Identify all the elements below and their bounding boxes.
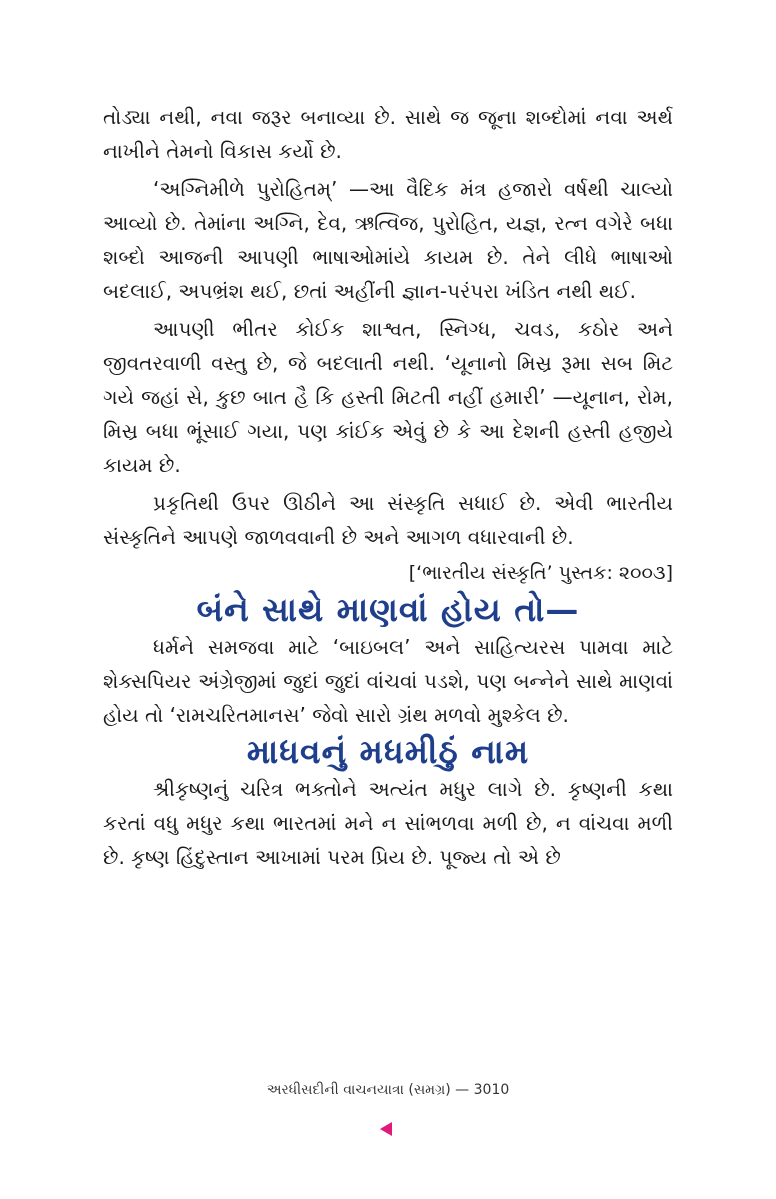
- paragraph-4: પ્રકૃતિથી ઉપર ઊઠીને આ સંસ્કૃતિ સધાઈ છે. એવી ભારતીય સંસ્કૃતિને આપણે જાળવવાની છે અને આગળ વધારવાની છે.: [103, 491, 673, 549]
- section-heading-2: માધવનું મધમીઠું નામ: [246, 732, 530, 771]
- page-footer: અરધીસદીની વાચનયાત્રા (સમગ્ર) — 3010: [266, 1082, 510, 1098]
- source-citation: [‘ભારતીય સંસ્કૃતિ’ પુસ્તક: ૨૦૦૩]: [408, 562, 673, 584]
- paragraph-1: તોડ્યા નથી, નવા જરૂર બનાવ્યા છે. સાથે જ જૂના શબ્દોમાં નવા અર્થ નાખીને તેમનો વિકાસ કર્યો છે.: [103, 105, 673, 163]
- page-content: [103, 100, 673, 874]
- section-1-body: ધર્મને સમજવા માટે ‘બાઇબલ’ અને સાહિત્યરસ પામવા માટે શેક્સપિયર અંગ્રેજીમાં જુદાં જુદાં વાંચવાં પડશે, પણ બન્નેને સાથે માણવાં હોય તો ‘રામચરિતમાનસ’ જેવો સારો ગ્રંથ મળવો મુશ્કેલ છે.: [103, 635, 673, 727]
- section-heading-1: બંને સાથે માણવાં હોય તો—: [196, 590, 580, 629]
- section-2-body: શ્રીકૃષ્ણનું ચરિત્ર ભક્તોને અત્યંત મધુર લાગે છે. કૃષ્ણની કથા કરતાં વધુ મધુર કથા ભારતમાં મને ન સાંભળવા મળી છે, ન વાંચવા મળી છે. કૃષ્ણ હિંદુસ્તાન આખામાં પરમ પ્રિય છે. પૂજ્ય તો એ છે: [103, 777, 673, 869]
- paragraph-3: આપણી ભીતર કોઈક શાશ્વત, સ્નિગ્ધ, ચવડ, કઠોર અને જીવતરવાળી વસ્તુ છે, જે બદલાતી નથી. ‘યૂનાનો મિસ્ર રૂમા સબ મિટ ગયે જહાં સે, કુછ બાત હૈ કિ હસ્તી મિટતી નહીં હમારી’ —યૂનાન, રોમ, મિસ્ર બધા ભૂંસાઈ ગયા, પણ કાંઈક એવું છે કે આ દેશની હસ્તી હજીયે કાયમ છે.: [103, 317, 673, 477]
- paragraph-2: ‘અગ્નિમીળે પુરોહિતમ્’ —આ વૈદિક મંત્ર હજારો વર્ષથી ચાલ્યો આવ્યો છે. તેમાંના અગ્નિ, દેવ, ઋત્વિજ, પુરોહિત, યજ્ઞ, રત્ન વગેરે બધા શબ્દો આજની આપણી ભાષાઓમાંયે કાયમ છે. તેને લીધે ભાષાઓ બદલાઈ, અપભ્રંશ થઈ, છતાં અહીંની જ્ઞાન-પરંપરા ખંડિત નથી થઈ.: [103, 177, 673, 303]
- left-triangle-arrow-icon[interactable]: [380, 1122, 392, 1136]
